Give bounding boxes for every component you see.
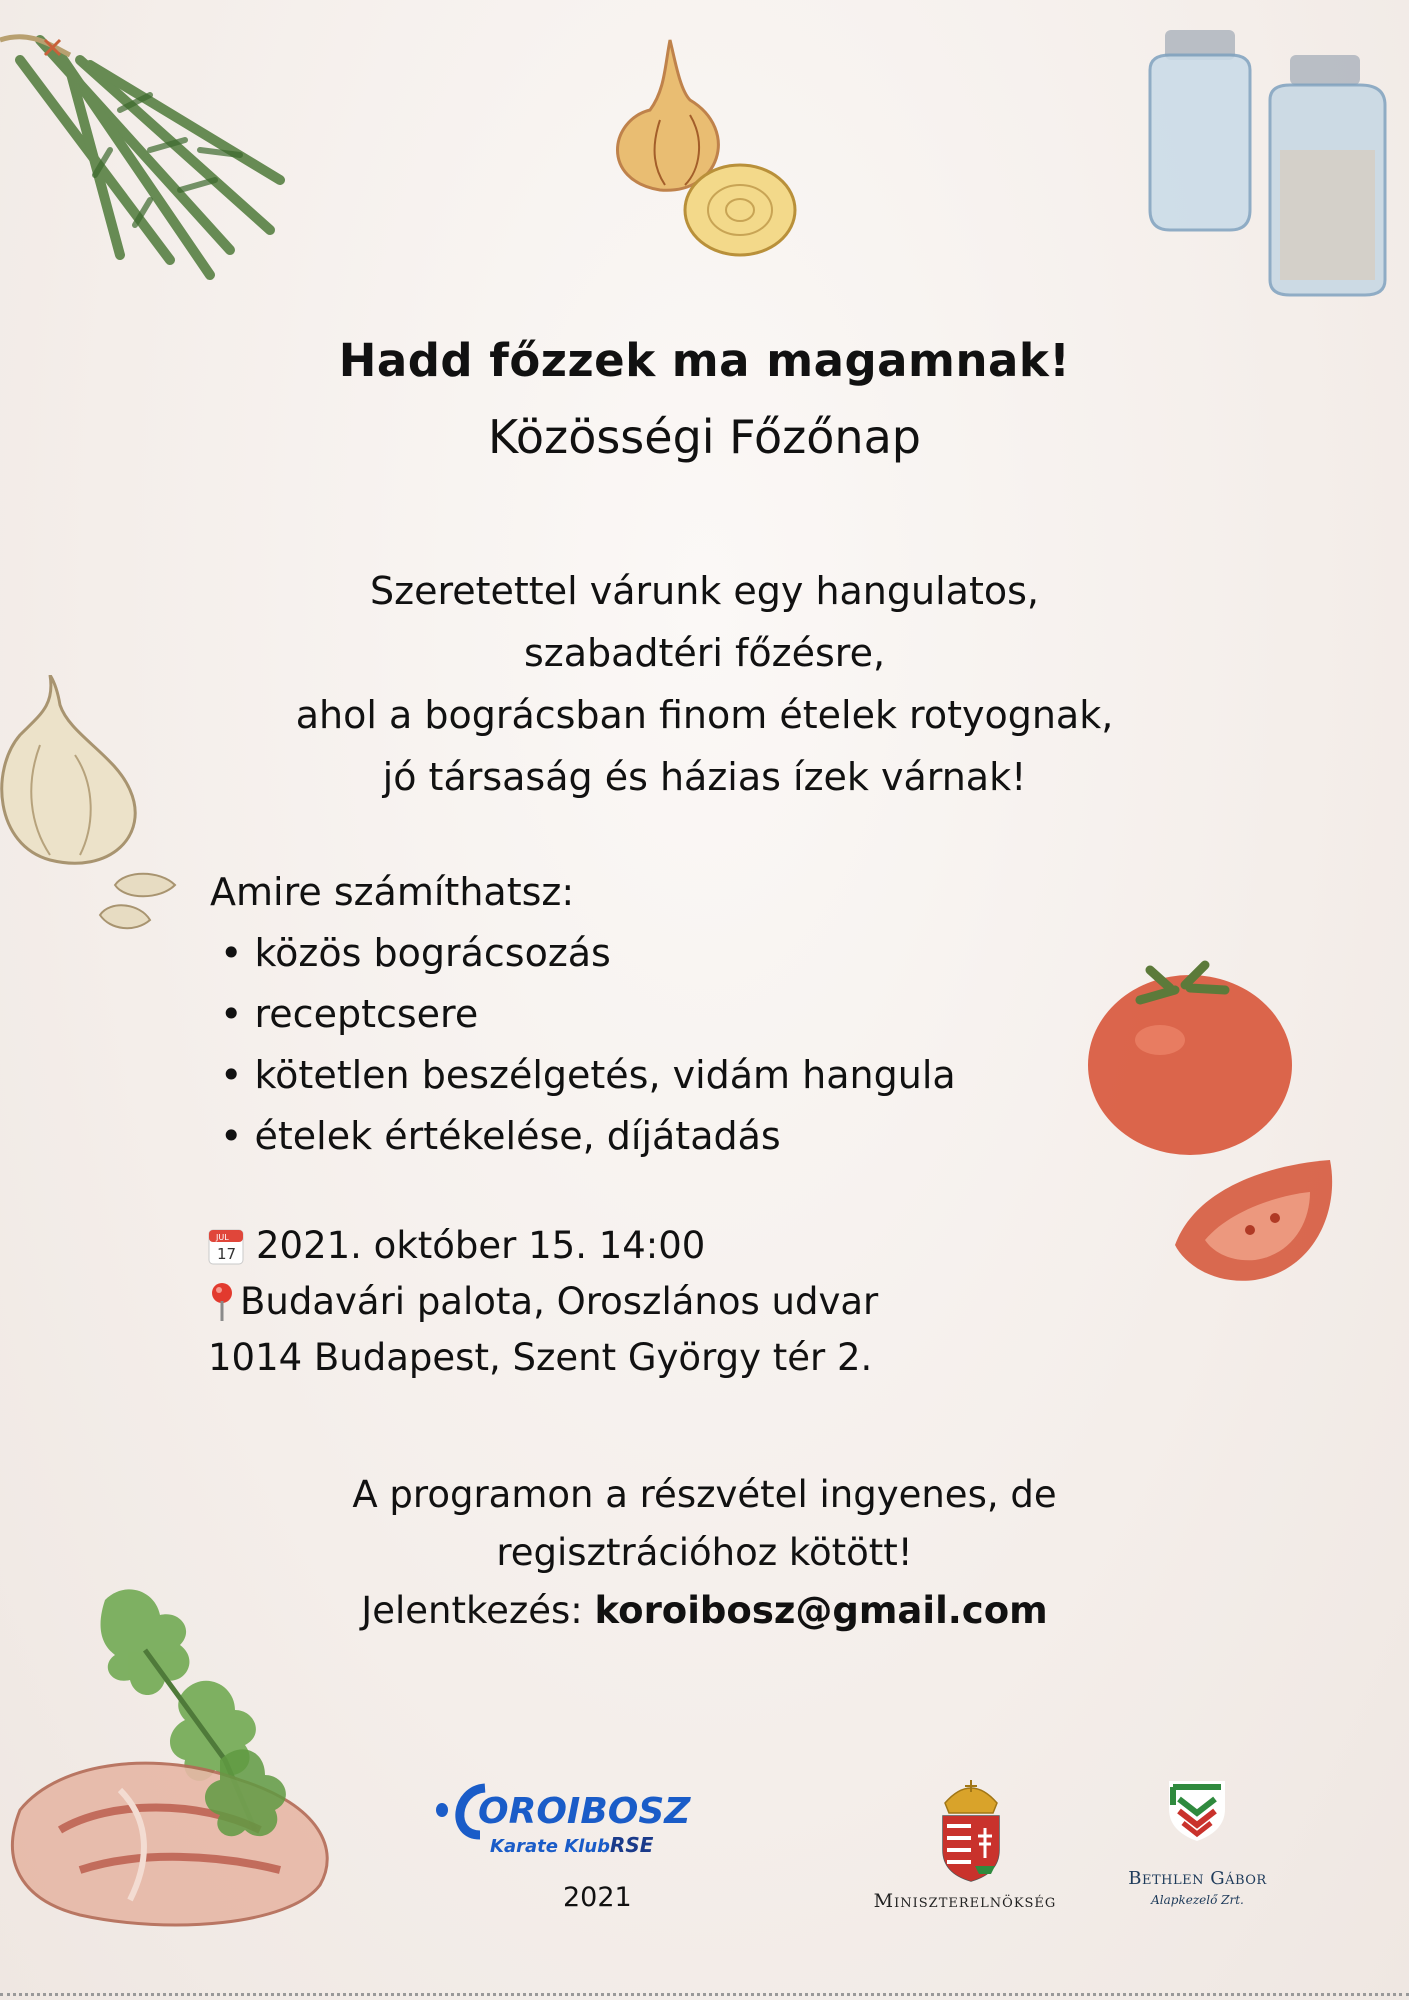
- registration-label: Jelentkezés:: [361, 1589, 583, 1632]
- event-date-row: [208, 1218, 878, 1274]
- offer-list: [210, 862, 956, 1167]
- list-item: • ételek értékelése, díjátadás: [220, 1114, 781, 1158]
- meat-icon: [0, 1720, 360, 1950]
- coat-of-arms-icon: [935, 1778, 1007, 1883]
- list-item: • receptcsere: [220, 992, 479, 1036]
- bethlen-logo-icon: [1163, 1775, 1231, 1845]
- tomato-icon: [1055, 960, 1355, 1310]
- event-address: 1014 Budapest, Szent György tér 2.: [208, 1336, 873, 1379]
- list-item: • kötetlen beszélgetés, vidám hangula: [220, 1053, 956, 1097]
- registration-info: [0, 1466, 1409, 1640]
- ministry-name: Miniszterelnökség: [873, 1890, 1057, 1912]
- club-logo-sub: Karate Klub: [490, 1836, 611, 1857]
- calendar-month: JUL: [216, 1233, 229, 1242]
- page-subtitle: Közösségi Főzőnap: [488, 410, 921, 464]
- club-logo-rse: RSE: [610, 1833, 654, 1857]
- bethlen-name: Bethlen Gábor: [1128, 1868, 1267, 1889]
- bullet: •: [220, 1053, 243, 1097]
- event-datetime: 2021. október 15. 14:00: [256, 1224, 706, 1267]
- intro-line: ahol a bográcsban finom ételek rotyognak,: [295, 693, 1114, 737]
- calendar-day: 17: [217, 1245, 237, 1263]
- intro-text: [0, 560, 1409, 808]
- list-item: • közös bográcsozás: [220, 931, 611, 975]
- event-venue-row: [208, 1274, 878, 1330]
- event-venue: Budavári palota, Oroszlános udvar: [240, 1280, 879, 1323]
- intro-line: jó társaság és házias ízek várnak!: [382, 755, 1027, 799]
- rosemary-icon: [0, 0, 300, 290]
- intro-line: szabadtéri főzésre,: [523, 631, 886, 675]
- bullet: •: [220, 931, 243, 975]
- intro-line: Szeretettel várunk egy hangulatos,: [370, 569, 1039, 613]
- bottom-border: [0, 1993, 1409, 1996]
- salt-shaker-icon: [1120, 10, 1409, 300]
- offer-list-heading: Amire számíthatsz:: [210, 870, 575, 914]
- registration-line: regisztrációhoz kötött!: [496, 1531, 913, 1574]
- footer-year: 2021: [563, 1882, 632, 1913]
- bullet: •: [220, 992, 243, 1036]
- event-details: [208, 1218, 878, 1386]
- pin-icon: [208, 1281, 236, 1323]
- registration-contact: [0, 1582, 1409, 1640]
- calendar-icon: [208, 1227, 244, 1265]
- club-logo: [430, 1780, 760, 1860]
- bullet: •: [220, 1114, 243, 1158]
- registration-line: A programon a részvétel ingyenes, de: [352, 1473, 1057, 1516]
- onion-icon: [590, 20, 820, 260]
- registration-email-link[interactable]: koroibosz@gmail.com: [594, 1589, 1048, 1632]
- bethlen-subtitle: Alapkezelő Zrt.: [1151, 1893, 1244, 1907]
- page-title: Hadd főzzek ma magamnak!: [338, 334, 1071, 387]
- club-logo-name: OROIBOSZ: [478, 1791, 691, 1832]
